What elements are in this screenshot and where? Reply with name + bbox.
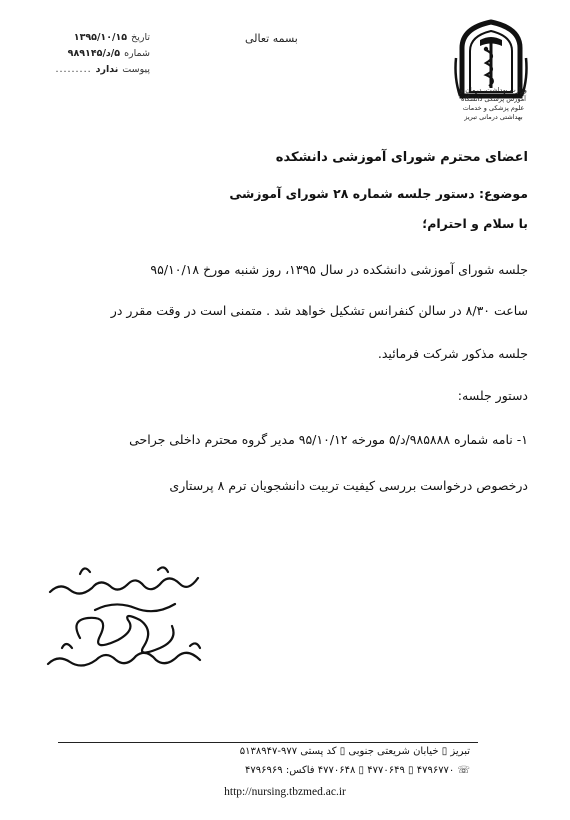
number-label: شماره xyxy=(124,48,150,59)
agenda-heading: دستور جلسه: xyxy=(457,388,528,403)
attachment-row xyxy=(30,62,150,78)
number-row xyxy=(30,46,150,62)
logo-caption: وزارت بهداشت، درمان و آموزش پزشکی دانشگاه علوم پزشکی و خدمات بهداشتی درمانی تبریز xyxy=(460,86,527,121)
handwritten-signature xyxy=(40,560,215,680)
addressee: اعضای محترم شورای آموزشی دانشکده xyxy=(275,150,528,165)
date-label: تاریخ xyxy=(131,32,150,43)
footer-website-link[interactable]: http://nursing.tbzmed.ac.ir xyxy=(224,786,346,798)
agenda-item-line: درخصوص درخواست بررسی کیفیت تربیت دانشجویان ترم ۸ پرستاری xyxy=(169,478,528,493)
footer-phones: ☏ ۴۷۹۶۷۷۰ ▯ ۴۷۷۰۶۴۹ ▯ ۴۷۷۰۶۴۸ فاکس: ۴۷۹۶۹۶۹ xyxy=(245,765,470,776)
agenda-item-line: ۱- نامه شماره ۹۸۵۸۸۸/د/۵ مورخه ۹۵/۱۰/۱۲ مدیر گروه محترم داخلی جراحی xyxy=(129,432,528,447)
attachment-value: ندارد xyxy=(95,64,119,75)
footer-address: تبریز ▯ خیابان شریعتی جنوبی ▯ کد پستی ۹۷۷-۵۱۳۸۹۴۷ xyxy=(239,746,470,757)
paragraph-line: جلسه مذکور شرکت فرمائید. xyxy=(377,346,528,361)
attachment-dots: ......... xyxy=(55,64,92,75)
date-value: ۱۳۹۵/۱۰/۱۵ xyxy=(73,32,128,43)
basmala: بسمه تعالی xyxy=(245,32,298,45)
letter-meta xyxy=(30,30,150,78)
paragraph-line: ساعت ۸/۳۰ در سالن کنفرانس تشکیل خواهد شد . متمنی است در وقت مقرر در xyxy=(110,303,528,318)
number-value: ۵/د/۹۸۹۱۴۵ xyxy=(67,48,121,59)
greeting: با سلام و احترام؛ xyxy=(422,216,528,231)
date-row xyxy=(30,30,150,46)
attachment-label: پیوست xyxy=(122,64,150,75)
footer-divider xyxy=(58,742,478,743)
subject-line: موضوع: دستور جلسه شماره ۲۸ شورای آموزشی xyxy=(229,186,528,201)
paragraph-line: جلسه شورای آموزشی دانشکده در سال ۱۳۹۵، روز شنبه مورخ ۹۵/۱۰/۱۸ xyxy=(150,262,528,277)
